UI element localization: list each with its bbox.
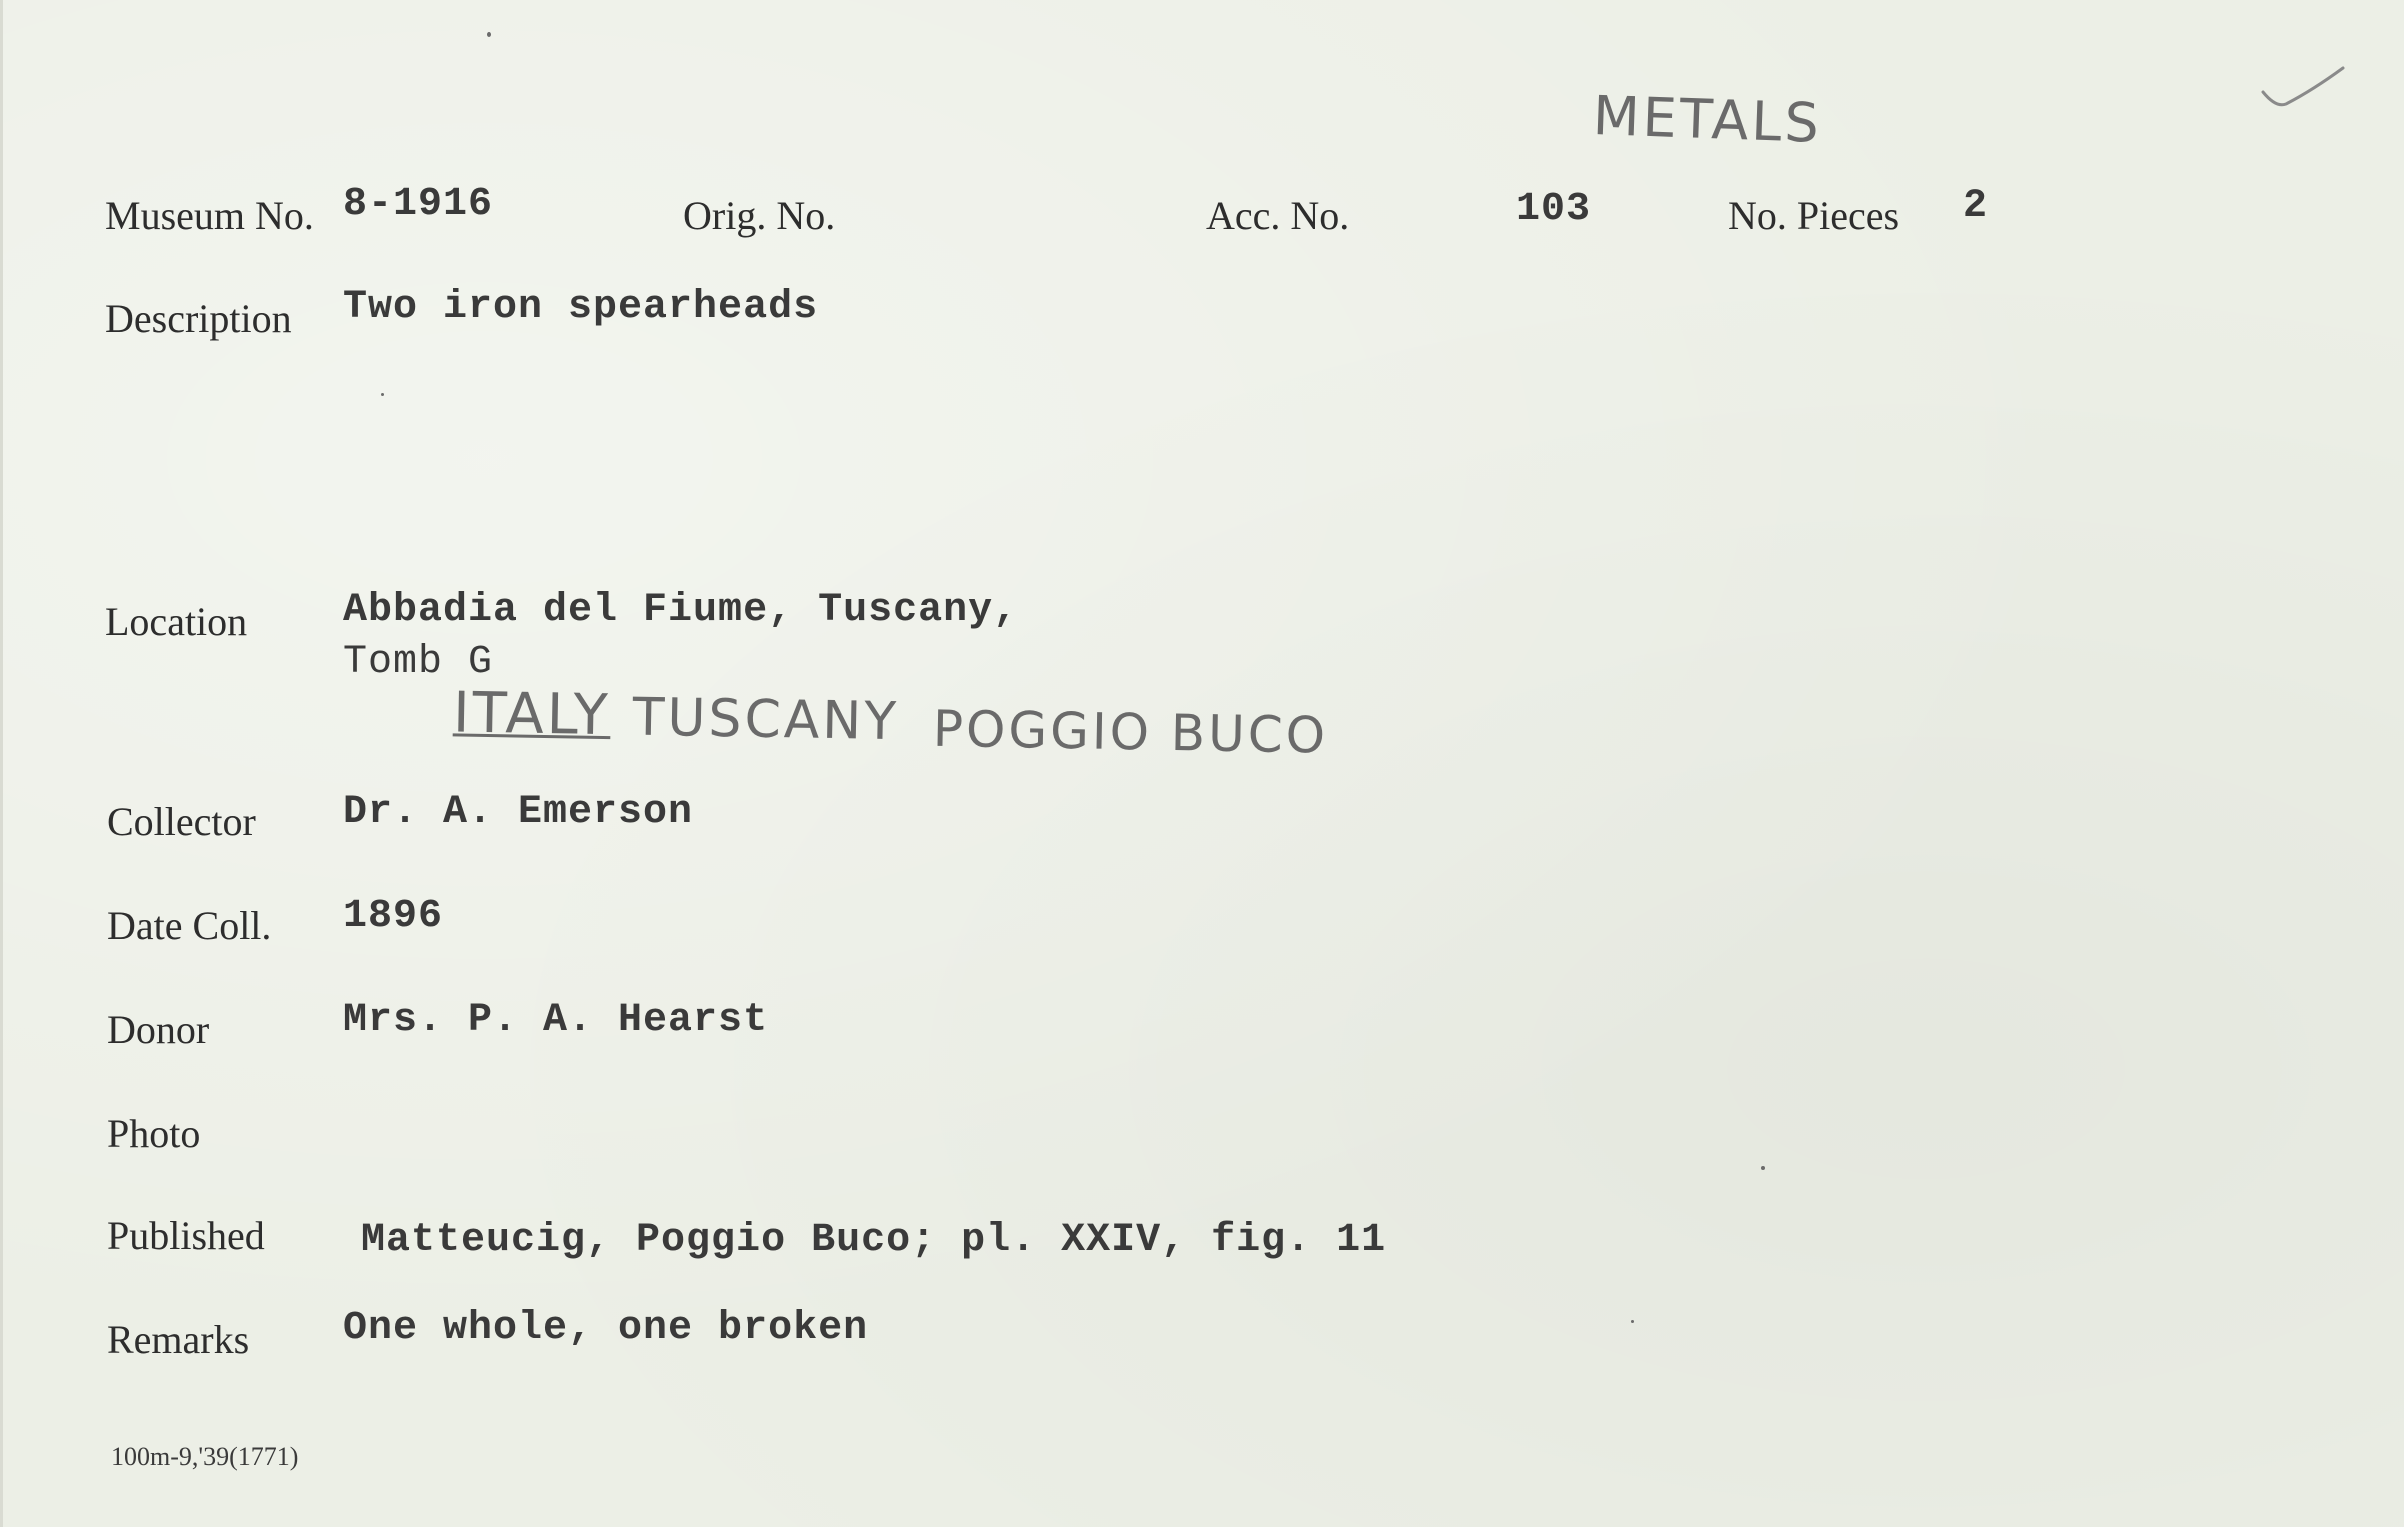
no-pieces-label: No. Pieces (1728, 193, 1900, 238)
date-coll-value: 1896 (343, 894, 444, 939)
no-pieces-value: 2 (1963, 184, 1989, 229)
donor-label: Donor (107, 1007, 210, 1052)
acc-no-value: 103 (1516, 187, 1592, 232)
stamp-tuscany: TUSCANY (632, 687, 900, 753)
location-line-2: Tomb G (343, 640, 494, 685)
museum-no-value: 8-1916 (343, 182, 494, 227)
remarks-label: Remarks (107, 1317, 250, 1362)
acc-no-label: Acc. No. (1206, 193, 1350, 238)
footer-code: 100m-9,'39(1771) (111, 1442, 299, 1471)
collector-value: Dr. A. Emerson (343, 790, 694, 835)
location-line-1: Abbadia del Fiume, Tuscany, (343, 588, 1019, 633)
description-value: Two iron spearheads (343, 285, 819, 330)
speck (381, 393, 384, 396)
photo-label: Photo (107, 1111, 201, 1156)
speck (1761, 1166, 1765, 1170)
speck (487, 32, 491, 37)
remarks-value: One whole, one broken (343, 1306, 869, 1351)
location-stamp (452, 680, 1329, 765)
category-stamp: METALS (1591, 84, 1823, 155)
museum-no-label: Museum No. (105, 193, 314, 238)
published-value: Matteucig, Poggio Buco; pl. XXIV, fig. 11 (361, 1218, 1387, 1263)
donor-value: Mrs. P. A. Hearst (343, 998, 769, 1043)
date-coll-label: Date Coll. (107, 903, 272, 948)
stamp-poggio-buco: POGGIO BUCO (932, 699, 1329, 765)
check-mark-icon (2258, 60, 2348, 120)
collector-label: Collector (107, 799, 256, 844)
location-label: Location (105, 599, 248, 644)
speck (1631, 1320, 1634, 1323)
description-label: Description (105, 296, 292, 341)
published-label: Published (107, 1213, 265, 1258)
stamp-italy: ITALY (452, 680, 612, 749)
orig-no-label: Orig. No. (683, 193, 836, 238)
